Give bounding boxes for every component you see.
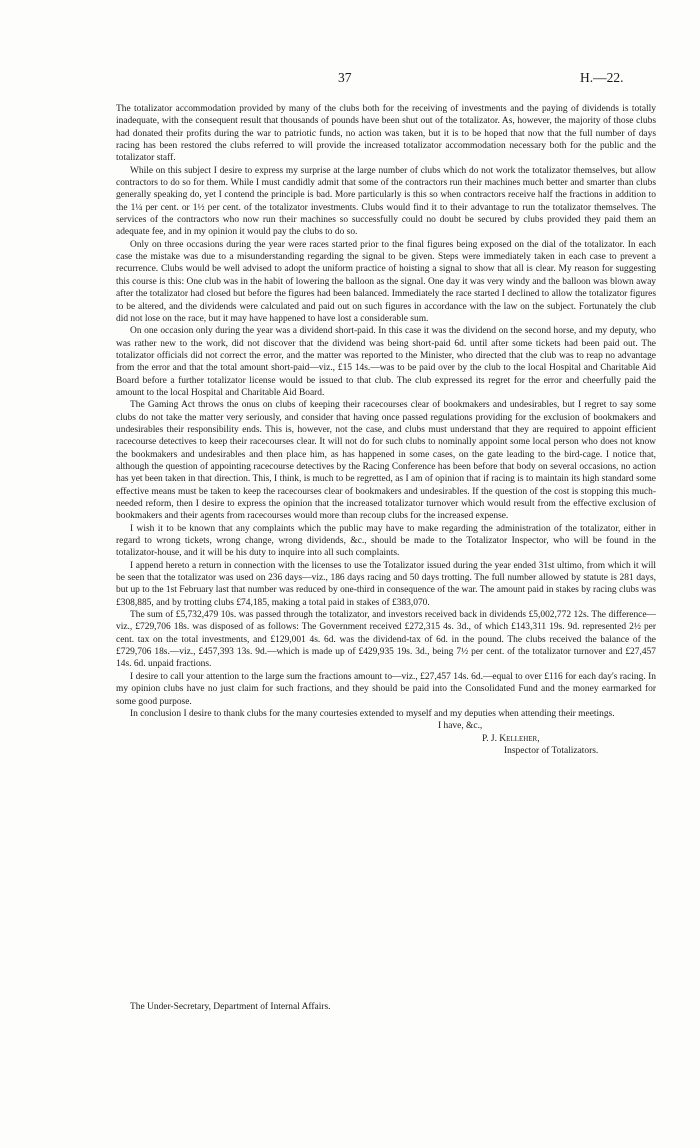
paragraph: On one occasion only during the year was a dividend short-paid. In this case it was the dividend on the second horse, and my deputy, who was rather new to the work, did not discover that the dividend was being short-paid 6d. until after some tickets had been paid out. The totalizator officials did not correct the error, and the matter was reported to the Minister, who directed that the club was to reap no advantage from the error and that the total amount short-paid—viz., £15 14s.—was to be paid over by the club to the local Hospital and Charitable Aid Board before a further totalizator license would be issued to that club. The club expressed its regret for the error and cheerfully paid the amount to the local Hospital and Charitable Aid Board. (116, 326, 656, 398)
page-number: 37 (338, 70, 352, 85)
signature-salutation-line (116, 720, 656, 732)
page-code: H.—22. (580, 70, 624, 85)
report-body (116, 103, 656, 757)
paragraph: The totalizator accommodation provided by many of the clubs both for the receiving of investments and the paying of dividends is totally inadequate, with the consequent result that thousands of pounds have been shut out of the totalizator. As, however, the majority of those clubs had donated their profits during the war to patriotic funds, no action was taken, but it is to be hoped that now that the full number of days racing has been restored the clubs referred to will provide the increased totalizator accommodation necessary both for the public and the totalizator staff. (116, 104, 656, 164)
signature-name-line (116, 733, 656, 745)
addressee: The Under-Secretary, Department of Internal Affairs. (130, 1002, 331, 1012)
signature-name: P. J. Kelleher, (482, 733, 540, 744)
paragraph: I append hereto a return in connection with the licenses to use the Totalizator issued during the year ended 31st ultimo, from which it will be seen that the totalizator was used on 236 days—viz., 186 days racing and 50 days trotting. The full number allowed by statute is 281 days, but up to the 1st February last that number was reduced by one-third in consequence of the war. The amount paid in stakes by racing clubs was £308,885, and by trotting clubs £74,185, making a total paid in stakes of £383,070. (116, 560, 656, 608)
paragraph: The Gaming Act throws the onus on clubs of keeping their racecourses clear of bookmakers and undesirables, but I regret to say some clubs do not take the matter very seriously, and consider that having once passed regulations providing for the exclusion of bookmakers and undesirables their responsibility ends. This is, however, not the case, and clubs must understand that they are required to appoint efficient racecourse detectives to keep their racecourses clear. It will not do for such clubs to nominally appoint some local person who does not know the bookmakers and undesirables and then place him, as has happened in some cases, on the gate leading to the bird-cage. I notice that, although the question of appointing racecourse detectives by the Racing Conference has been before that body on several occasions, no action has yet been taken in that direction. This, I think, is much to be regretted, as I am of opinion that if racing is to maintain its high standard some effective means must be taken to keep the racecourses clear of bookmakers and undesirables. If the question of the cost is stopping this much-needed reform, then I desire to express the opinion that the increased totalizator turnover which would result from the effective exclusion of bookmakers and their agents from racecourses would more than recoup clubs for the increased expense. (116, 400, 656, 522)
paragraph: I wish it to be known that any complaints which the public may have to make regarding the administration of the totalizator, either in regard to wrong tickets, wrong change, wrong dividends, &c., should be made to the Totalizator Inspector, who will be found in the totalizator-house, and it will be his duty to inquire into all such complaints. (116, 523, 656, 559)
paragraph: I desire to call your attention to the large sum the fractions amount to—viz., £27,457 14s. 6d.—equal to over £116 for each day's racing. In my opinion clubs have no just claim for such fractions, and they should be paid into the Consolidated Fund and the money earmarked for some good purpose. (116, 671, 656, 707)
paragraph: In conclusion I desire to thank clubs for the many courtesies extended to myself and my deputies when attending their meetings. (130, 708, 615, 719)
paragraph: Only on three occasions during the year were races started prior to the final figures being exposed on the dial of the totalizator. In each case the mistake was due to a misunderstanding regarding the signal to be given. Steps were immediately taken in each case to prevent a recurrence. Clubs would be well advised to adopt the uniform practice of hoisting a signal to show that all is clear. My reason for suggesting this course is this: One club was in the habit of lowering the balloon as the signal. One day it was very windy and the balloon was blown away after the totalizator had closed but before the figures had been balanced. Immediately the race started I declined to allow the totalizator figures to be altered, and the dividends were calculated and paid out on such figures in accordance with the law on the subject. Fortunately the club did not lose on the race, but it may have happened to have lost a considerable sum. (116, 239, 656, 324)
signature-title: Inspector of Totalizators. (504, 745, 599, 756)
paragraph: The sum of £5,732,479 10s. was passed through the totalizator, and investors received back in dividends £5,002,772 12s. The difference—viz., £729,706 18s. was disposed of as follows: The Government received £272,315 4s. 3d., of which £143,311 19s. 9d. represented 2½ per cent. tax on the total investments, and £129,001 4s. 6d. was the dividend-tax of 6d. in the pound. The clubs received the balance of the £729,706 18s.—viz., £457,393 13s. 9d.—which is made up of £429,935 19s. 3d., being 7½ per cent. of the totalizator turnover and £27,457 14s. 6d. unpaid fractions. (116, 610, 656, 670)
paragraph: While on this subject I desire to express my surprise at the large number of clubs which do not work the totalizator themselves, but allow contractors to do so for them. While I must candidly admit that some of the contractors run their machines much better and smarter than clubs generally speaking do, yet I contend the principle is bad. More particularly is this so when contractors receive half the fractions in addition to the 1¼ per cent. or 1½ per cent. of the totalizator investments. Clubs would find it to their advantage to run the totalizator themselves. The services of the contractors who now run their machines so successfully could no doubt be secured by clubs provided they paid them an adequate fee, and in my opinion it would pay the clubs to do so. (116, 165, 656, 238)
signature-title-line (116, 745, 656, 757)
signature-salutation: I have, &c., (438, 721, 483, 732)
